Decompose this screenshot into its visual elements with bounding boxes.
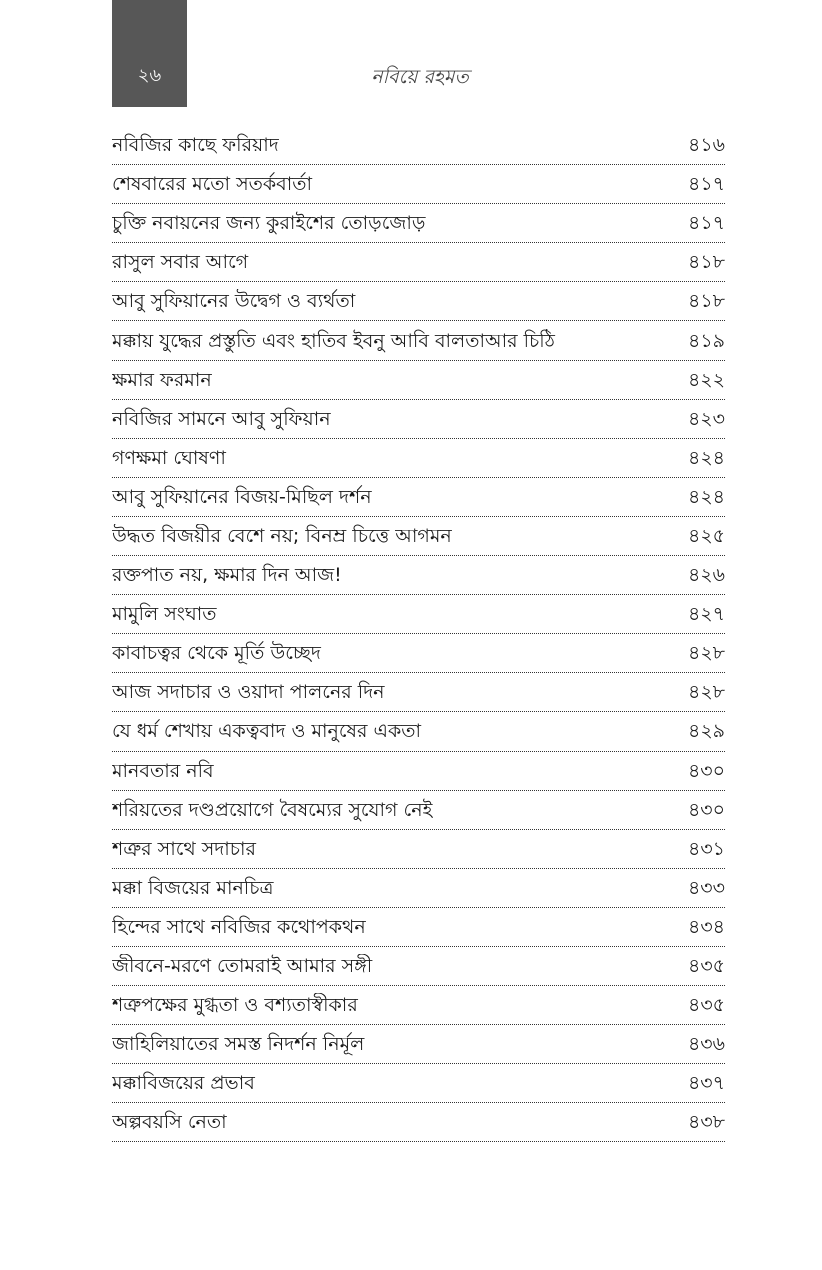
- toc-entry-page-number: ৪২৩: [687, 407, 725, 430]
- toc-entry-title: জীবনে-মরণে তোমরাই আমার সঙ্গী: [112, 955, 373, 978]
- toc-entry-title: যে ধর্ম শেখায় একত্ববাদ ও মানুষের একতা: [112, 720, 422, 743]
- toc-entry[interactable]: [112, 439, 725, 478]
- running-title: নবিয়ে রহমত: [371, 66, 469, 88]
- toc-entry-page-number: ৪৩৫: [687, 955, 725, 978]
- toc-entry-title: চুক্তি নবায়নের জন্য কুরাইশের তোড়জোড়: [112, 212, 426, 235]
- toc-entry-page-number: ৪২৮: [687, 681, 725, 704]
- toc-entry-title: গণক্ষমা ঘোষণা: [112, 446, 226, 469]
- toc-entry[interactable]: [112, 243, 725, 282]
- page-number-tab: [112, 0, 187, 107]
- toc-entry-page-number: ৪২৪: [687, 446, 725, 469]
- toc-entry-page-number: ৪৩১: [687, 837, 725, 860]
- toc-entry[interactable]: [112, 791, 725, 830]
- toc-entry[interactable]: [112, 126, 725, 165]
- toc-entry-title: শত্রুপক্ষের মুগ্ধতা ও বশ্যতাস্বীকার: [112, 994, 358, 1017]
- toc-entry[interactable]: [112, 1103, 725, 1142]
- toc-entry-page-number: ৪১৮: [688, 251, 725, 274]
- toc-entry-page-number: ৪৩৫: [687, 994, 725, 1017]
- toc-entry-page-number: ৪১৭: [687, 212, 725, 235]
- toc-entry-page-number: ৪৩৬: [687, 1033, 725, 1056]
- toc-entry[interactable]: [112, 1025, 725, 1064]
- toc-entry-title: মানবতার নবি: [112, 759, 214, 782]
- toc-entry-page-number: ৪২২: [687, 368, 725, 391]
- toc-entry-title: ক্ষমার ফরমান: [112, 368, 212, 391]
- toc-entry-page-number: ৪৩৭: [687, 1072, 725, 1095]
- toc-entry-page-number: ৪৩০: [687, 759, 725, 782]
- toc-entry-title: নবিজির কাছে ফরিয়াদ: [112, 134, 279, 157]
- toc-entry[interactable]: [112, 986, 725, 1025]
- toc-entry[interactable]: [112, 634, 725, 673]
- toc-entry-title: অল্পবয়সি নেতা: [112, 1111, 227, 1134]
- toc-entry[interactable]: [112, 830, 725, 869]
- toc-entry-page-number: ৪১৭: [687, 173, 725, 196]
- toc-entry[interactable]: [112, 673, 725, 712]
- toc-entry[interactable]: [112, 752, 725, 791]
- toc-entry-title: জাহিলিয়াতের সমস্ত নিদর্শন নির্মূল: [112, 1033, 365, 1056]
- toc-entry-page-number: ৪২৮: [687, 642, 725, 665]
- toc-entry[interactable]: [112, 400, 725, 439]
- toc-entry-page-number: ৪৩০: [687, 798, 725, 821]
- table-of-contents: [112, 126, 725, 1142]
- toc-entry[interactable]: [112, 321, 725, 360]
- toc-entry-page-number: ৪২৫: [687, 524, 725, 547]
- toc-entry[interactable]: [112, 517, 725, 556]
- toc-entry-title: রাসুল সবার আগে: [112, 251, 249, 274]
- page-number: ২৬: [137, 65, 162, 86]
- toc-entry[interactable]: [112, 908, 725, 947]
- toc-entry-page-number: ৪২৪: [687, 485, 725, 508]
- toc-entry-title: নবিজির সামনে আবু সুফিয়ান: [112, 407, 331, 430]
- toc-entry-title: কাবাচত্বর থেকে মূর্তি উচ্ছেদ: [112, 642, 321, 665]
- toc-entry-title: শেষবারের মতো সতর্কবার্তা: [112, 173, 313, 196]
- toc-entry-title: মক্কা বিজয়ের মানচিত্র: [112, 876, 274, 899]
- toc-entry[interactable]: [112, 478, 725, 517]
- toc-entry[interactable]: [112, 204, 725, 243]
- toc-entry-title: উদ্ধত বিজয়ীর বেশে নয়; বিনম্র চিত্তে আগমন: [112, 524, 452, 547]
- toc-entry-page-number: ৪৩৪: [687, 915, 725, 938]
- toc-entry[interactable]: [112, 712, 725, 751]
- toc-entry-title: হিন্দের সাথে নবিজির কথোপকথন: [112, 915, 366, 938]
- toc-entry-page-number: ৪২৯: [687, 720, 725, 743]
- toc-entry[interactable]: [112, 869, 725, 908]
- toc-entry-title: মক্কায় যুদ্ধের প্রস্তুতি এবং হাতিব ইবনু আবি বালতাআর চিঠি: [112, 329, 555, 352]
- toc-entry[interactable]: [112, 1064, 725, 1103]
- toc-entry[interactable]: [112, 282, 725, 321]
- toc-entry-title: আজ সদাচার ও ওয়াদা পালনের দিন: [112, 681, 385, 704]
- toc-entry-title: শরিয়তের দণ্ডপ্রয়োগে বৈষম্যের সুযোগ নেই: [112, 798, 433, 821]
- toc-entry-page-number: ৪৩৮: [687, 1111, 725, 1134]
- toc-entry[interactable]: [112, 556, 725, 595]
- toc-entry[interactable]: [112, 361, 725, 400]
- toc-entry-page-number: ৪২৬: [687, 564, 725, 587]
- toc-entry[interactable]: [112, 165, 725, 204]
- toc-entry[interactable]: [112, 595, 725, 634]
- toc-entry-page-number: ৪১৮: [688, 290, 725, 313]
- toc-entry-title: আবু সুফিয়ানের বিজয়-মিছিল দর্শন: [112, 485, 372, 508]
- toc-entry-title: শত্রুর সাথে সদাচার: [112, 837, 256, 860]
- toc-entry-title: আবু সুফিয়ানের উদ্বেগ ও ব্যর্থতা: [112, 290, 356, 313]
- toc-entry-page-number: ৪৩৩: [687, 876, 725, 899]
- toc-entry-title: মামুলি সংঘাত: [112, 603, 217, 626]
- toc-entry-page-number: ৪১৬: [687, 134, 725, 157]
- toc-entry-page-number: ৪১৯: [688, 329, 725, 352]
- toc-entry-title: মক্কাবিজয়ের প্রভাব: [112, 1072, 255, 1095]
- toc-entry[interactable]: [112, 947, 725, 986]
- toc-entry-page-number: ৪২৭: [687, 603, 725, 626]
- toc-entry-title: রক্তপাত নয়, ক্ষমার দিন আজ!: [112, 564, 342, 587]
